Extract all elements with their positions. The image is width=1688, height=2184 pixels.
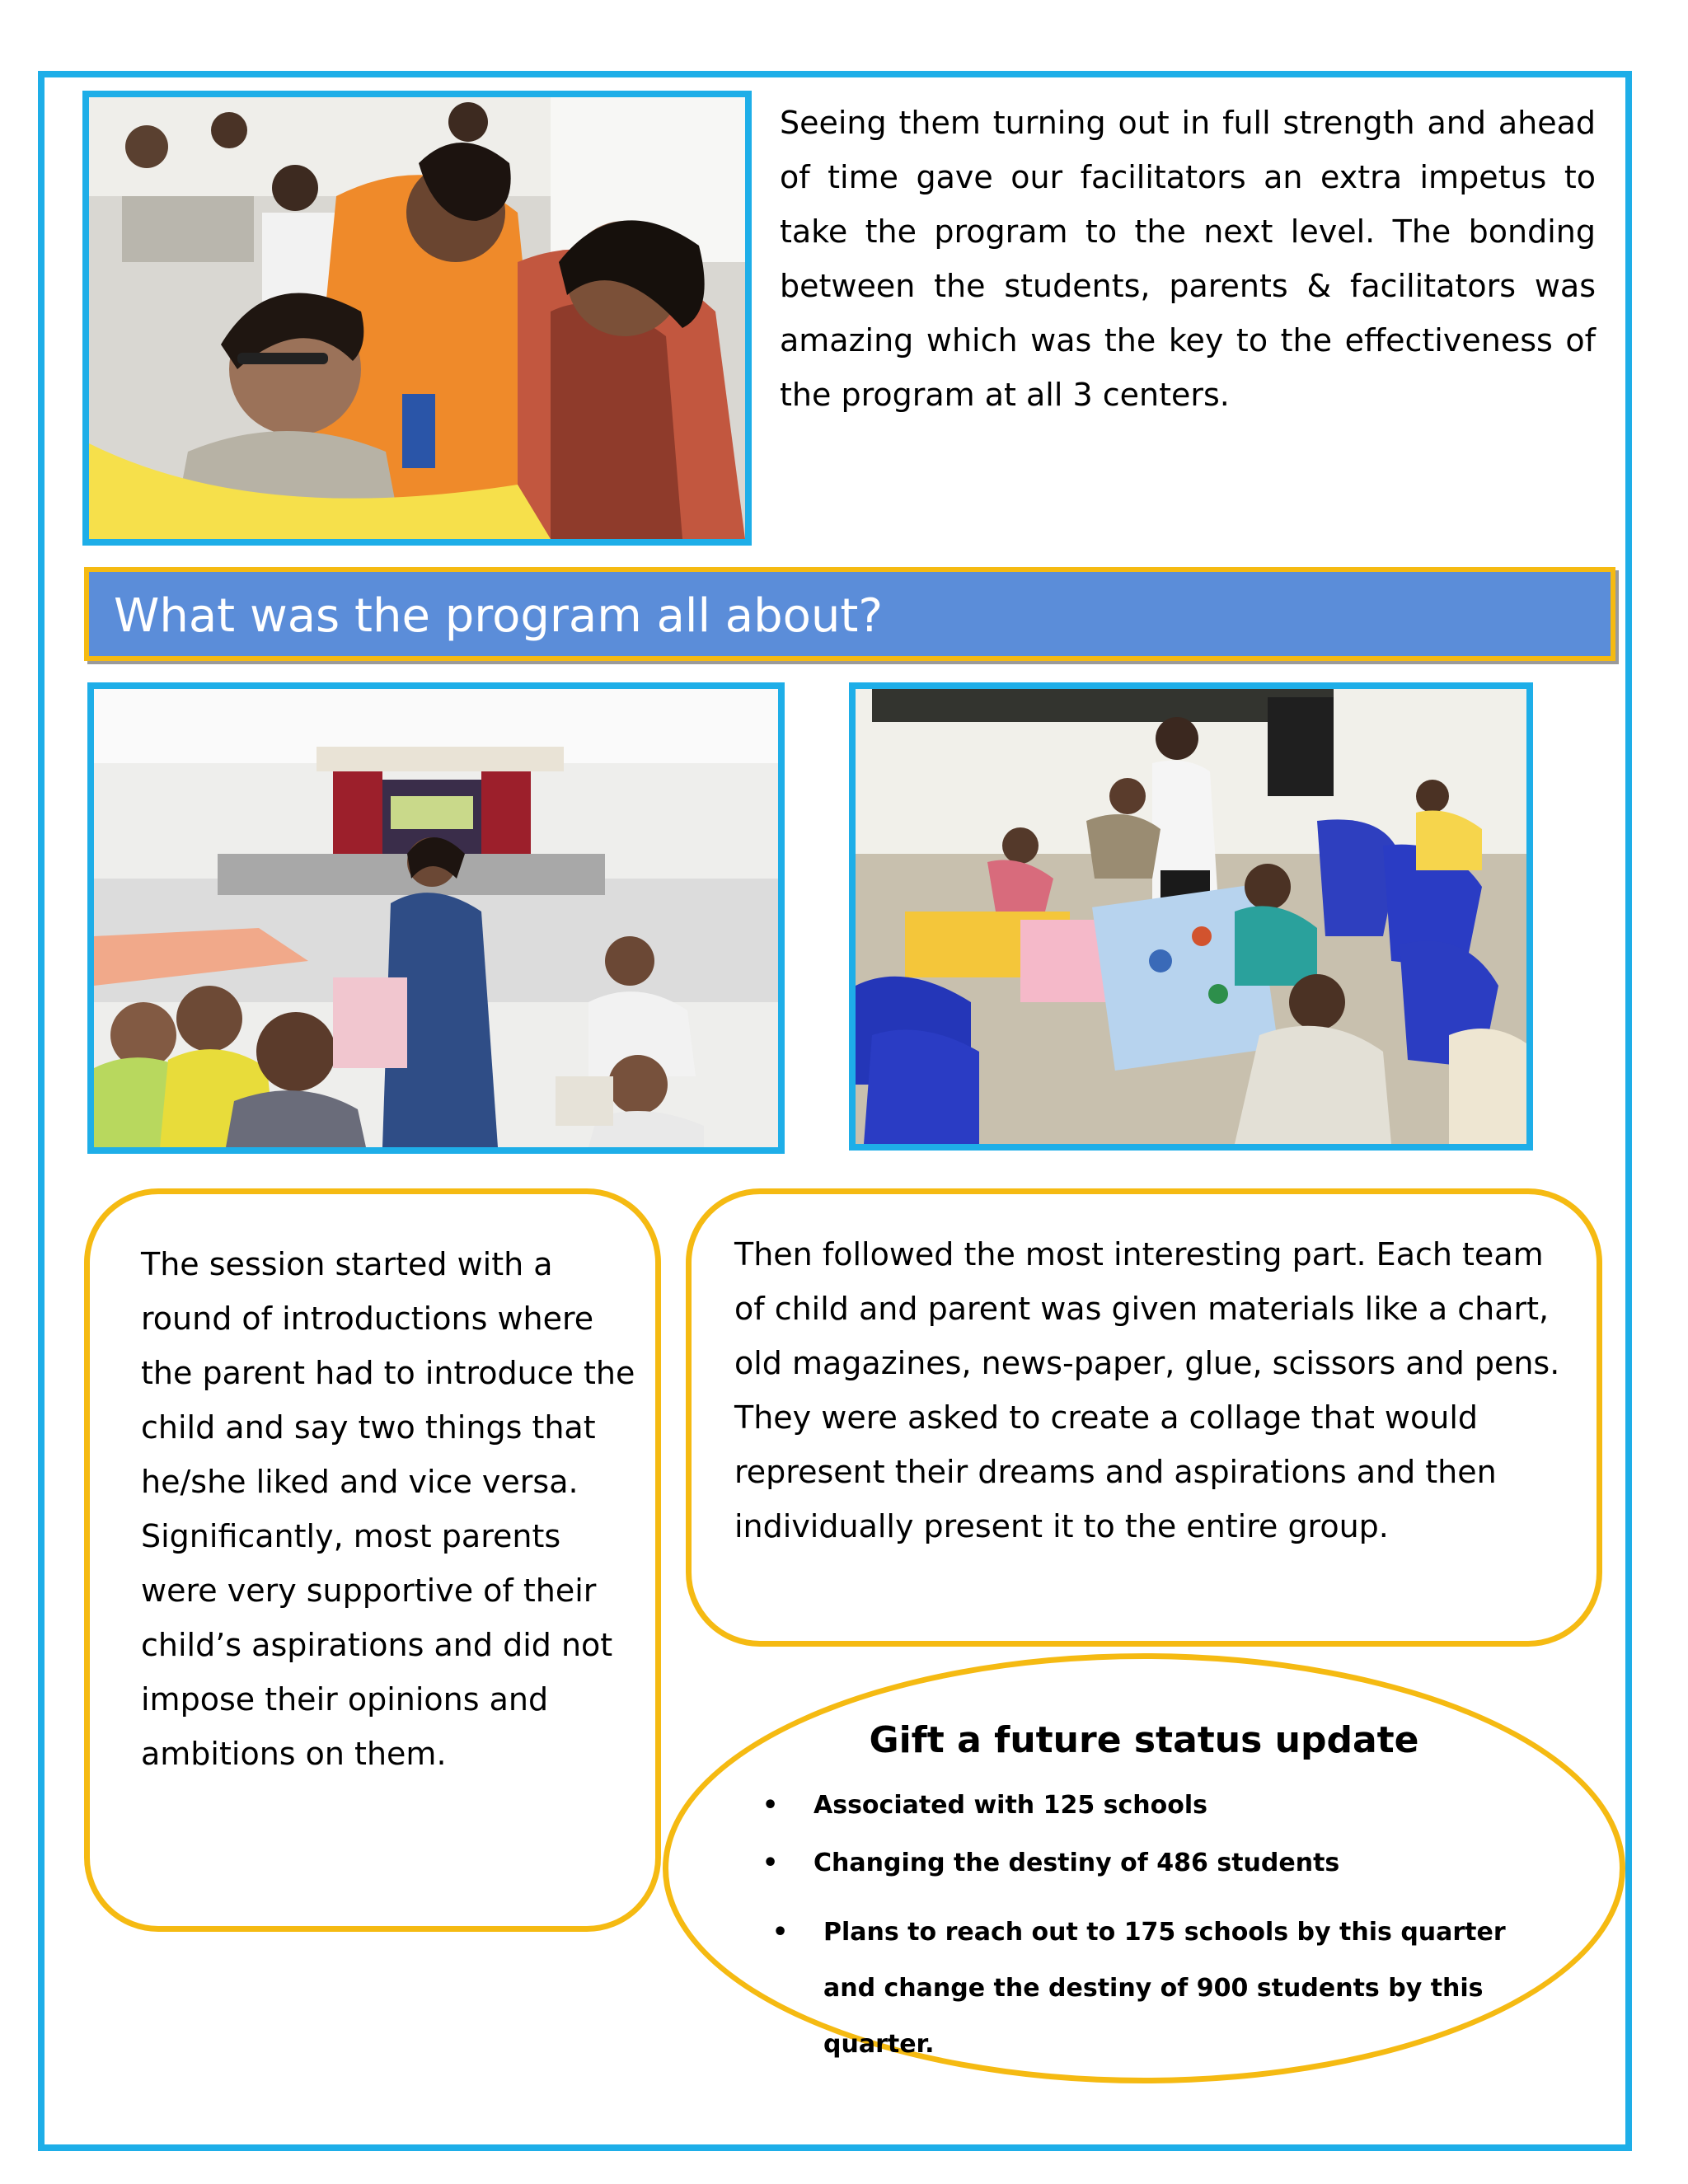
status-item-text: Associated with 125 schools xyxy=(814,1791,1208,1820)
facilitators-photo-image xyxy=(89,97,745,539)
bullet-icon: • xyxy=(762,1791,779,1820)
intro-paragraph: Seeing them turning out in full strength and ahead of time gave our facilitators an extra impetus to take the program to the next level. The bonding between the students, parents & facilitators was amazing which was the key to the effectiveness of the program at all 3 centers. xyxy=(780,105,1596,413)
auditorium-photo xyxy=(87,682,785,1154)
bullet-icon: • xyxy=(772,1918,789,1947)
section-heading: What was the program all about? xyxy=(114,589,884,643)
collage-callout xyxy=(686,1188,1602,1647)
section-heading-band xyxy=(84,567,1615,661)
status-item xyxy=(762,1847,1340,1880)
collage-activity-photo-image xyxy=(856,689,1526,1144)
collage-activity-photo xyxy=(849,682,1533,1151)
status-item xyxy=(762,1789,1208,1822)
facilitators-photo xyxy=(82,91,752,546)
status-item-text: Plans to reach out to 175 schools by this quarter and change the destiny of 900 students by this quarter. xyxy=(823,1918,1506,2059)
status-item-text: Changing the destiny of 486 students xyxy=(814,1849,1340,1877)
status-update-title: Gift a future status update xyxy=(869,1719,1419,1761)
bullet-icon: • xyxy=(762,1849,779,1877)
status-update-ellipse xyxy=(663,1653,1625,2083)
introductions-callout xyxy=(84,1188,661,1932)
collage-text: Then followed the most interesting part. Each team of child and parent was given materials like a chart, old magazines, news-paper, glue, scissors and pens. They were asked to create a collage that would represent their dreams and aspirations and then individually present it to the entire group. xyxy=(734,1236,1560,1544)
introductions-text: The session started with a round of introductions where the parent had to introduce the child and say two things that he/she liked and vice versa. Significantly, most parents were very supportive of their child’s aspirations and did not impose their opinions and ambitions on them. xyxy=(141,1246,635,1772)
status-item xyxy=(772,1905,1532,2073)
auditorium-photo-image xyxy=(94,689,778,1147)
